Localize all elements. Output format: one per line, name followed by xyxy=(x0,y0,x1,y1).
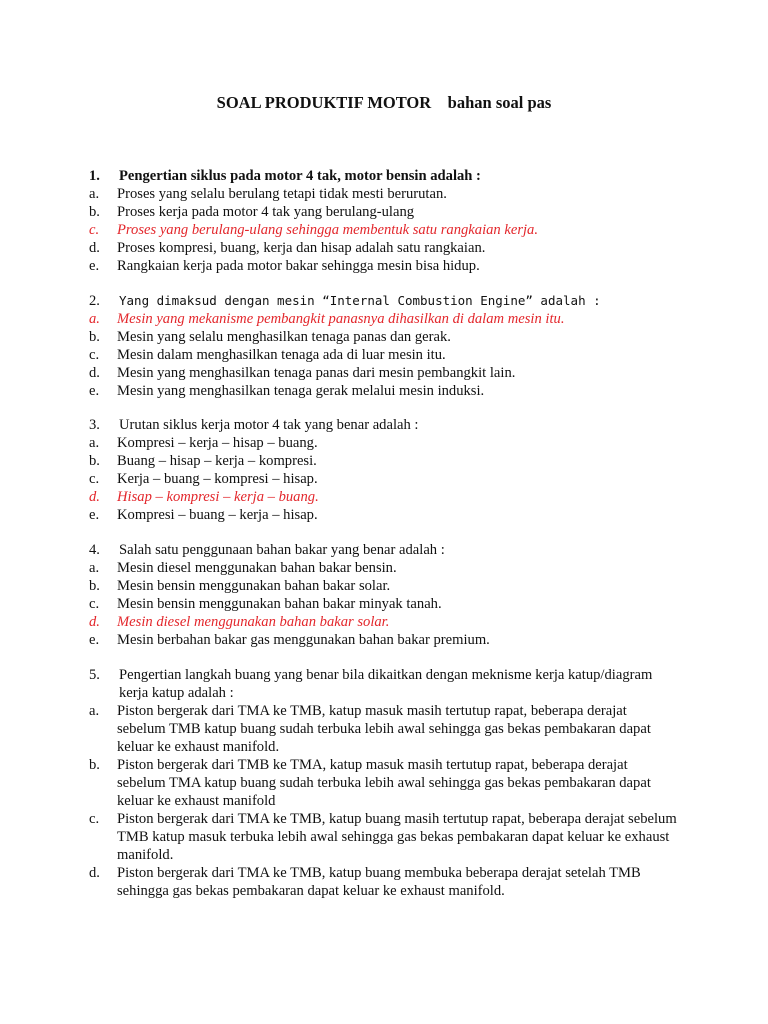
option-letter: b. xyxy=(89,453,100,469)
option-letter: a. xyxy=(89,560,100,576)
question-1 xyxy=(89,167,689,275)
question-text: Yang dimaksud dengan mesin “Internal Combustion Engine” adalah : xyxy=(119,293,601,308)
option-letter: b. xyxy=(89,578,100,594)
question-number: 1. xyxy=(89,168,100,184)
option-text: Piston bergerak dari TMB ke TMA, katup masuk masih tertutup rapat, beberapa derajat sebelum TMA katup buang sudah terbuka lebih awal sehingga gas bekas pembakaran dapat keluar ke exhaust manifold xyxy=(117,757,651,809)
option-text: Proses yang berulang-ulang sehingga membentuk satu rangkaian kerja. xyxy=(117,222,538,238)
question-3-text-line xyxy=(89,416,689,434)
option-d xyxy=(89,239,689,257)
option-letter: b. xyxy=(89,204,100,220)
option-letter: d. xyxy=(89,365,100,381)
option-letter: a. xyxy=(89,435,100,451)
option-text: Mesin yang selalu menghasilkan tenaga panas dan gerak. xyxy=(117,329,451,345)
option-text: Kerja – buang – kompresi – hisap. xyxy=(117,471,318,487)
option-text: Kompresi – kerja – hisap – buang. xyxy=(117,435,318,451)
option-b xyxy=(89,328,689,346)
option-letter: c. xyxy=(89,347,100,363)
option-e xyxy=(89,382,689,400)
option-text: Mesin diesel menggunakan bahan bakar bensin. xyxy=(117,560,397,576)
option-text: Kompresi – buang – kerja – hisap. xyxy=(117,507,318,523)
option-text: Rangkaian kerja pada motor bakar sehingga mesin bisa hidup. xyxy=(117,258,480,274)
question-number: 3. xyxy=(89,417,100,433)
question-number: 5. xyxy=(89,667,100,683)
option-letter: c. xyxy=(89,596,100,612)
option-letter: b. xyxy=(89,757,100,773)
question-text: Urutan siklus kerja motor 4 tak yang benar adalah : xyxy=(119,417,419,433)
question-4 xyxy=(89,541,689,649)
question-number: 4. xyxy=(89,542,100,558)
option-text: Buang – hisap – kerja – kompresi. xyxy=(117,453,317,469)
option-d-correct-answer xyxy=(89,488,689,506)
option-letter: d. xyxy=(89,614,100,630)
option-text: Mesin yang menghasilkan tenaga gerak melalui mesin induksi. xyxy=(117,383,485,399)
option-a xyxy=(89,185,689,203)
option-text: Piston bergerak dari TMA ke TMB, katup masuk masih tertutup rapat, beberapa derajat sebelum TMB katup buang sudah terbuka lebih awal sehingga gas bekas pembakaran dapat keluar ke exhaust manifold. xyxy=(117,703,651,755)
option-letter: d. xyxy=(89,865,100,881)
option-letter: e. xyxy=(89,258,100,274)
question-2-text-line xyxy=(89,292,689,310)
question-text: Pengertian siklus pada motor 4 tak, motor bensin adalah : xyxy=(119,168,481,184)
option-c xyxy=(89,595,689,613)
option-a-correct-answer xyxy=(89,310,689,328)
option-d xyxy=(89,864,689,900)
option-text: Mesin berbahan bakar gas menggunakan bahan bakar premium. xyxy=(117,632,490,648)
option-letter: c. xyxy=(89,811,100,827)
option-c xyxy=(89,346,689,364)
option-d xyxy=(89,364,689,382)
option-letter: e. xyxy=(89,507,100,523)
question-5 xyxy=(89,666,689,900)
page-title: SOAL PRODUKTIF MOTOR bahan soal pas xyxy=(216,93,552,112)
option-letter: a. xyxy=(89,186,100,202)
option-text: Piston bergerak dari TMA ke TMB, katup buang masih tertutup rapat, beberapa derajat sebelum TMB katup masuk terbuka lebih awal sehingga gas bekas pembakaran dapat keluar ke exhaust manifold. xyxy=(117,811,677,863)
option-letter: e. xyxy=(89,383,100,399)
option-c xyxy=(89,470,689,488)
option-letter: e. xyxy=(89,632,100,648)
question-2 xyxy=(89,292,689,400)
option-c xyxy=(89,810,689,864)
option-text: Proses yang selalu berulang tetapi tidak mesti berurutan. xyxy=(117,186,447,202)
question-4-text-line xyxy=(89,541,689,559)
option-text: Proses kompresi, buang, kerja dan hisap adalah satu rangkaian. xyxy=(117,240,486,256)
option-text: Mesin dalam menghasilkan tenaga ada di luar mesin itu. xyxy=(117,347,446,363)
option-a xyxy=(89,434,689,452)
option-letter: a. xyxy=(89,703,100,719)
option-text: Mesin bensin menggunakan bahan bakar minyak tanah. xyxy=(117,596,442,612)
option-text: Mesin yang mekanisme pembangkit panasnya dihasilkan di dalam mesin itu. xyxy=(117,311,565,327)
option-e xyxy=(89,631,689,649)
option-c-correct-answer xyxy=(89,221,689,239)
option-e xyxy=(89,257,689,275)
option-text: Mesin bensin menggunakan bahan bakar solar. xyxy=(117,578,391,594)
option-a xyxy=(89,559,689,577)
option-d-correct-answer xyxy=(89,613,689,631)
question-3 xyxy=(89,416,689,524)
option-letter: c. xyxy=(89,222,100,238)
option-a xyxy=(89,702,689,756)
question-text: Salah satu penggunaan bahan bakar yang benar adalah : xyxy=(119,542,445,558)
option-text: Proses kerja pada motor 4 tak yang berulang-ulang xyxy=(117,204,415,220)
question-5-text-line xyxy=(89,666,689,684)
option-letter: a. xyxy=(89,311,100,327)
question-5-text-continuation: kerja katup adalah : xyxy=(119,685,234,701)
option-b xyxy=(89,203,689,221)
option-b xyxy=(89,756,689,810)
option-text: Mesin diesel menggunakan bahan bakar solar. xyxy=(117,614,390,630)
question-1-text-line xyxy=(89,167,689,185)
option-letter: b. xyxy=(89,329,100,345)
option-b xyxy=(89,452,689,470)
option-b xyxy=(89,577,689,595)
option-e xyxy=(89,506,689,524)
option-letter: d. xyxy=(89,240,100,256)
question-number: 2. xyxy=(89,293,100,309)
option-letter: c. xyxy=(89,471,100,487)
option-text: Piston bergerak dari TMA ke TMB, katup buang membuka beberapa derajat setelah TMB sehingga gas bekas pembakaran dapat keluar ke exhaust manifold. xyxy=(117,865,641,899)
question-text: Pengertian langkah buang yang benar bila dikaitkan dengan meknisme kerja katup/diagram xyxy=(119,667,653,683)
option-text: Hisap – kompresi – kerja – buang. xyxy=(117,489,319,505)
option-text: Mesin yang menghasilkan tenaga panas dari mesin pembangkit lain. xyxy=(117,365,516,381)
option-letter: d. xyxy=(89,489,100,505)
